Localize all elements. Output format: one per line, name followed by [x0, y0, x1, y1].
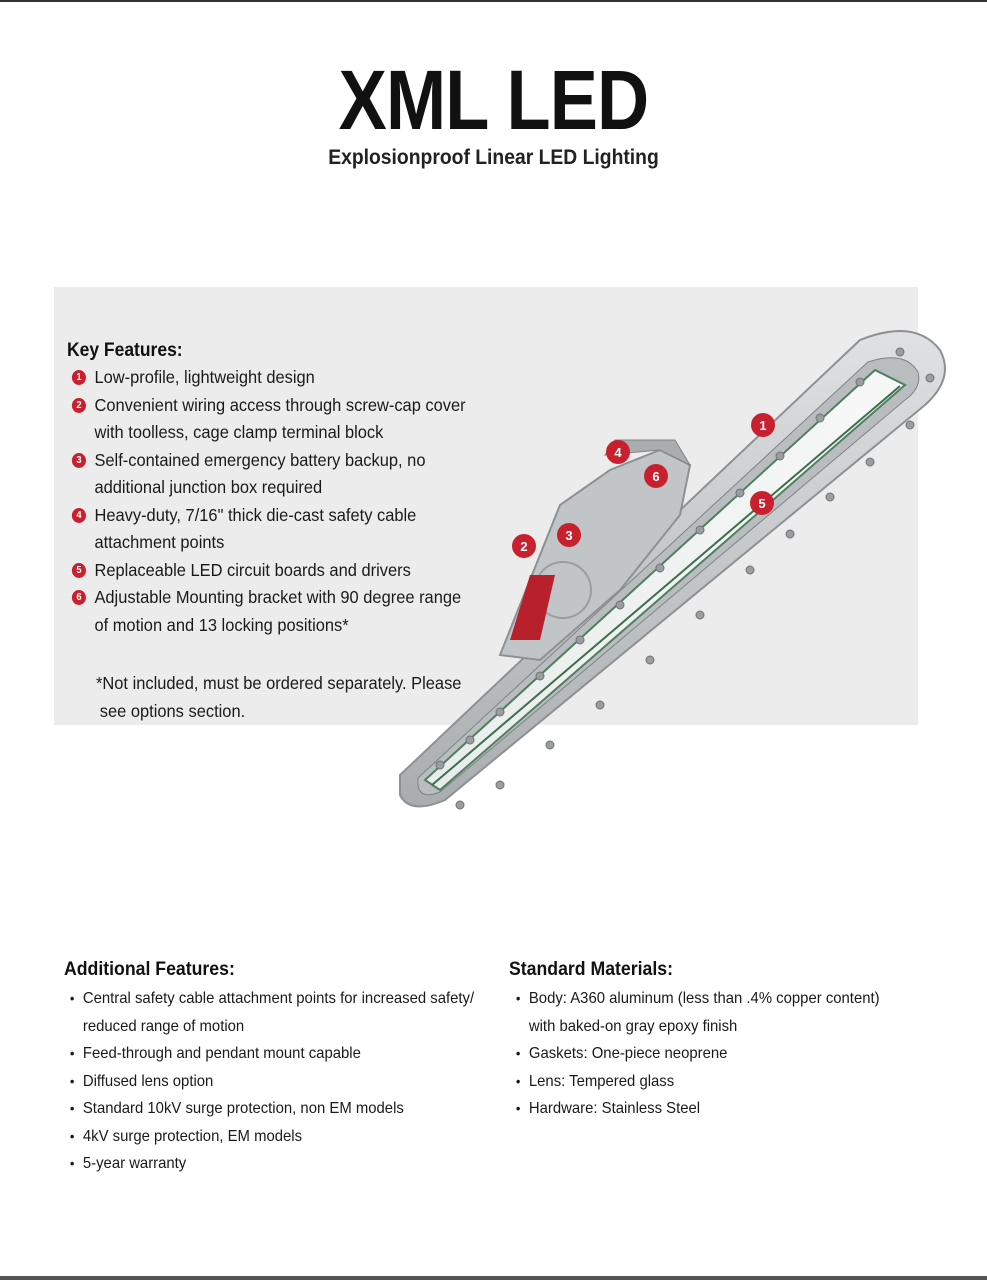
key-feature-item	[70, 502, 484, 530]
list-item: • Standard 10kV surge protection, non EM models	[68, 1095, 474, 1123]
number-badge-2: 2	[72, 398, 86, 413]
list-item-cont: with baked-on gray epoxy finish	[528, 1017, 738, 1035]
footnote-line: see options section.	[99, 701, 246, 721]
standard-materials-heading: Standard Materials:	[509, 959, 673, 980]
list-item: • 5-year warranty	[68, 1150, 474, 1178]
callout-3	[557, 523, 581, 547]
key-feature-text: Adjustable Mounting bracket with 90 degree range	[94, 587, 462, 607]
key-feature-text: Low-profile, lightweight design	[94, 367, 315, 387]
page-subtitle: Explosionproof Linear LED Lighting	[328, 146, 659, 169]
list-item: • Feed-through and pendant mount capable	[68, 1040, 474, 1068]
bottom-border	[0, 1276, 987, 1280]
callout-5-label: 5	[758, 496, 766, 511]
callout-1-label: 1	[759, 418, 767, 433]
key-features-list	[70, 364, 510, 639]
number-badge-4: 4	[72, 508, 86, 523]
key-feature-text: additional junction box required	[94, 477, 323, 497]
page-title: XML LED	[338, 53, 649, 147]
callout-1	[751, 413, 775, 437]
key-feature-item	[70, 364, 484, 392]
key-feature-text: with toolless, cage clamp terminal block	[94, 422, 384, 442]
callout-6-label: 6	[652, 469, 660, 484]
key-feature-text: Self-contained emergency battery backup, no	[94, 449, 426, 470]
list-item-cont: reduced range of motion	[82, 1017, 245, 1035]
key-feature-item-cont	[70, 529, 484, 557]
standard-materials-list	[514, 985, 907, 1123]
number-badge-6: 6	[72, 590, 86, 605]
callout-2-label: 2	[520, 539, 528, 554]
key-feature-item	[70, 557, 484, 585]
number-badge-1: 1	[72, 370, 86, 385]
additional-features-heading: Additional Features:	[64, 959, 235, 980]
list-item: • 4kV surge protection, EM models	[68, 1123, 474, 1151]
callout-3-label: 3	[565, 528, 573, 543]
key-feature-item-cont	[70, 419, 484, 447]
list-item: • Hardware: Stainless Steel	[514, 1095, 880, 1123]
callout-4-label: 4	[614, 445, 622, 460]
key-feature-text: Heavy-duty, 7/16" thick die-cast safety cable	[94, 504, 417, 525]
key-feature-item-cont	[70, 474, 484, 502]
top-border	[0, 0, 987, 2]
list-item: • Diffused lens option	[68, 1068, 474, 1096]
key-feature-item-cont	[70, 612, 484, 640]
number-badge-5: 5	[72, 563, 86, 578]
key-feature-text: Convenient wiring access through screw-cap cover	[94, 394, 466, 415]
key-feature-item	[70, 584, 484, 612]
key-feature-item	[70, 447, 484, 475]
callout-6	[644, 464, 668, 488]
key-feature-text: attachment points	[94, 532, 225, 552]
callout-5	[750, 491, 774, 515]
key-feature-text: of motion and 13 locking positions*	[94, 614, 349, 635]
footnote	[96, 669, 472, 725]
number-badge-3: 3	[72, 453, 86, 468]
callout-4	[606, 440, 630, 464]
footnote-line: *Not included, must be ordered separately. Please	[96, 673, 462, 693]
list-item: • Gaskets: One-piece neoprene	[514, 1040, 880, 1068]
list-item: • Lens: Tempered glass	[514, 1068, 880, 1096]
key-feature-text: Replaceable LED circuit boards and drivers	[94, 559, 411, 580]
key-features-heading: Key Features:	[67, 340, 183, 361]
key-feature-item	[70, 392, 484, 420]
list-item: • Body: A360 aluminum (less than .4% copper content)	[514, 985, 880, 1013]
additional-features-list	[68, 985, 505, 1178]
callout-2	[512, 534, 536, 558]
list-item: • Central safety cable attachment points for increased safety/	[68, 985, 474, 1013]
